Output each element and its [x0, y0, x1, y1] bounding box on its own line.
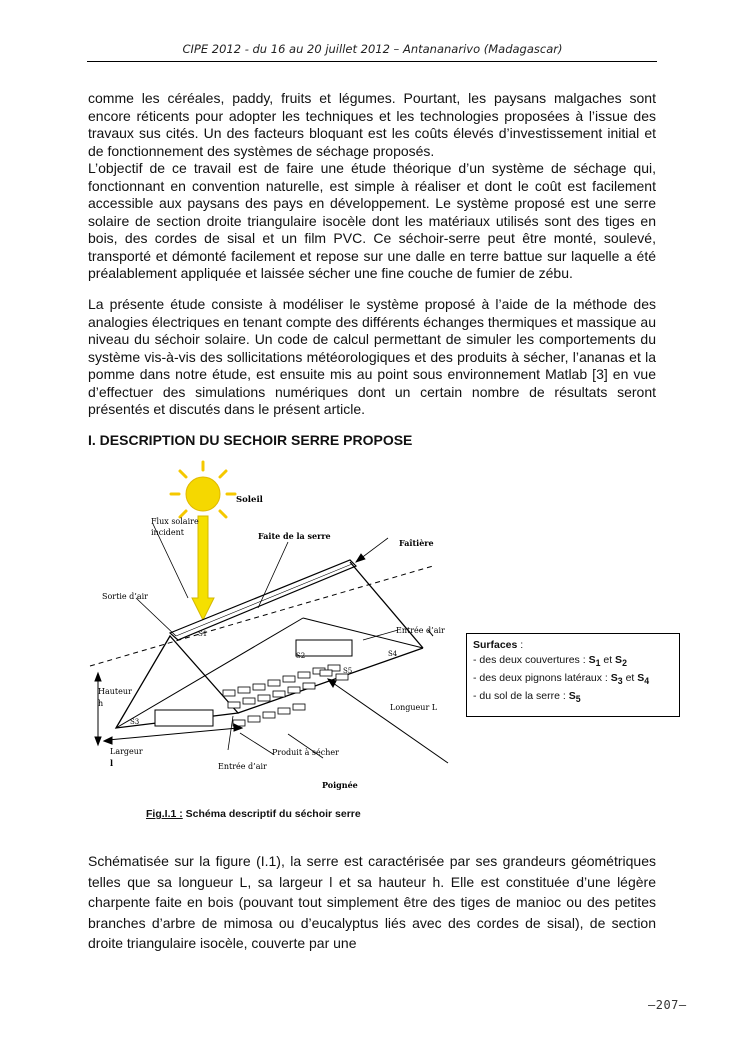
label-entree-air-bottom: Entrée d’air: [218, 762, 267, 771]
solar-flux-arrow: [192, 516, 214, 620]
label-poignee: Poignée: [322, 780, 358, 790]
label-sortie-air: Sortie d’air: [102, 592, 148, 601]
label-flux-2: incident: [151, 528, 184, 537]
label-s5: S5: [343, 667, 353, 675]
legend-s1-sub: 1: [595, 658, 601, 669]
label-flux-1: Flux solaire: [151, 517, 199, 526]
header-rule: [87, 61, 657, 62]
label-s1-top: S1: [198, 630, 208, 638]
paragraph-3: La présente étude consiste à modéliser le système proposé à l’aide de la méthode des analogies électriques en tenant compte des différents échanges thermiques et massique au niveau du séchoir solaire. Un code de calcul permettant de simuler les comportements du système vis-à-vis des sollicitations météorologiques et des produits à sécher, l’ananas et la pomme dans notre étude, est ensuite mis au point sous environnement Matlab [3] en vue d’effectuer des simulations numériques dont un certain nombre de résultats seront présentés et discutés dans le présent article.: [88, 296, 656, 417]
legend-s2-sub: 2: [622, 658, 627, 669]
label-faite: Faite de la serre: [258, 531, 331, 541]
label-faitiere: Faîtière: [399, 538, 434, 548]
legend-line3-prefix: - du sol de la serre :: [473, 690, 569, 703]
legend-s2: S: [615, 654, 623, 666]
label-soleil: Soleil: [236, 495, 263, 505]
legend-s3: S: [610, 672, 618, 685]
label-s4: S4: [388, 650, 398, 658]
label-s3: S3: [130, 718, 140, 726]
products-to-dry: [223, 665, 348, 726]
legend-line1-prefix: - des deux couvertures :: [473, 654, 589, 666]
label-entree-air-top: Entrée d’air: [396, 626, 445, 635]
figure-caption: [146, 808, 361, 820]
legend-s3-sub: 3: [617, 676, 623, 687]
legend-s5: S: [568, 690, 576, 703]
label-largeur: Largeur: [110, 747, 143, 756]
legend-line2-prefix: - des deux pignons latéraux :: [473, 672, 611, 685]
surfaces-legend: [466, 633, 680, 717]
label-produit: Produit à sécher: [272, 748, 339, 757]
paragraph-2: L’objectif de ce travail est de faire une étude théorique d’un système de séchage qui, fonctionnant en convention naturelle, est simple à réaliser et dont le coût est facilement accessible aux paysans des pays en développement. Le système proposé est une serre solaire de section droite triangulaire isocèle dont les matériaux utilisés sont des tiges en bois, des cordes de sisal et un film PVC. Ce séchoir-serre peut être monté, soulevé, transporté et démonté facilement et repose sur une dalle en terre battue sur laquelle a été préalablement appliquée et laissée sécher une fine couche de fumier de zébu.: [88, 160, 656, 281]
legend-s5-sub: 5: [575, 694, 581, 705]
legend-title: Surfaces: [473, 639, 518, 651]
label-h: h: [98, 699, 104, 708]
figure-greenhouse-dryer: [88, 458, 468, 798]
caption-ref: Fig.I.1 :: [146, 808, 183, 820]
paragraph-4: Schématisée sur la figure (I.1), la serre est caractérisée par ses grandeurs géométriques telles que sa longueur L, sa largeur l et sa hauteur h. Elle est constituée d’une légère charpente faite en bois (pouvant tout simplement être des tiges de manioc ou des petites branches d’arbre de mimosa ou d’eucalyptus liés avec des cordes de sisal), de section droite triangulaire isocèle, couverte par une: [88, 853, 656, 951]
legend-line-3: [473, 689, 673, 707]
legend-line2-mid: et: [622, 672, 638, 685]
label-hauteur: Hauteur: [98, 687, 132, 696]
running-header: CIPE 2012 - du 16 au 20 juillet 2012 – Antananarivo (Madagascar): [182, 42, 563, 56]
legend-line-1: [473, 653, 673, 671]
legend-title-suffix: :: [517, 639, 524, 651]
legend-line-2: [473, 671, 673, 689]
section-title: I. DESCRIPTION DU SECHOIR SERRE PROPOSE: [88, 432, 413, 448]
greenhouse-diagram: [88, 458, 468, 798]
legend-s4: S: [637, 672, 645, 685]
label-longueur: Longueur L: [390, 703, 438, 712]
paragraph-1: comme les céréales, paddy, fruits et légumes. Pourtant, les paysans malgaches sont encore réticents pour adopter les techniques et les technologies proposées à l’issue des travaux sus cités. Un des facteurs bloquant est les coûts élevés d’investissement initial et de fonctionnement des systèmes de séchage proposés.: [88, 90, 656, 159]
legend-s4-sub: 4: [644, 676, 650, 687]
legend-line1-mid: et: [600, 654, 616, 666]
label-l: l: [110, 758, 114, 768]
caption-text: Schéma descriptif du séchoir serre: [182, 808, 361, 820]
label-s2: S2: [296, 652, 306, 660]
page-number: –207–: [648, 998, 687, 1012]
legend-s1: S: [588, 654, 596, 666]
legend-title-line: [473, 638, 673, 653]
